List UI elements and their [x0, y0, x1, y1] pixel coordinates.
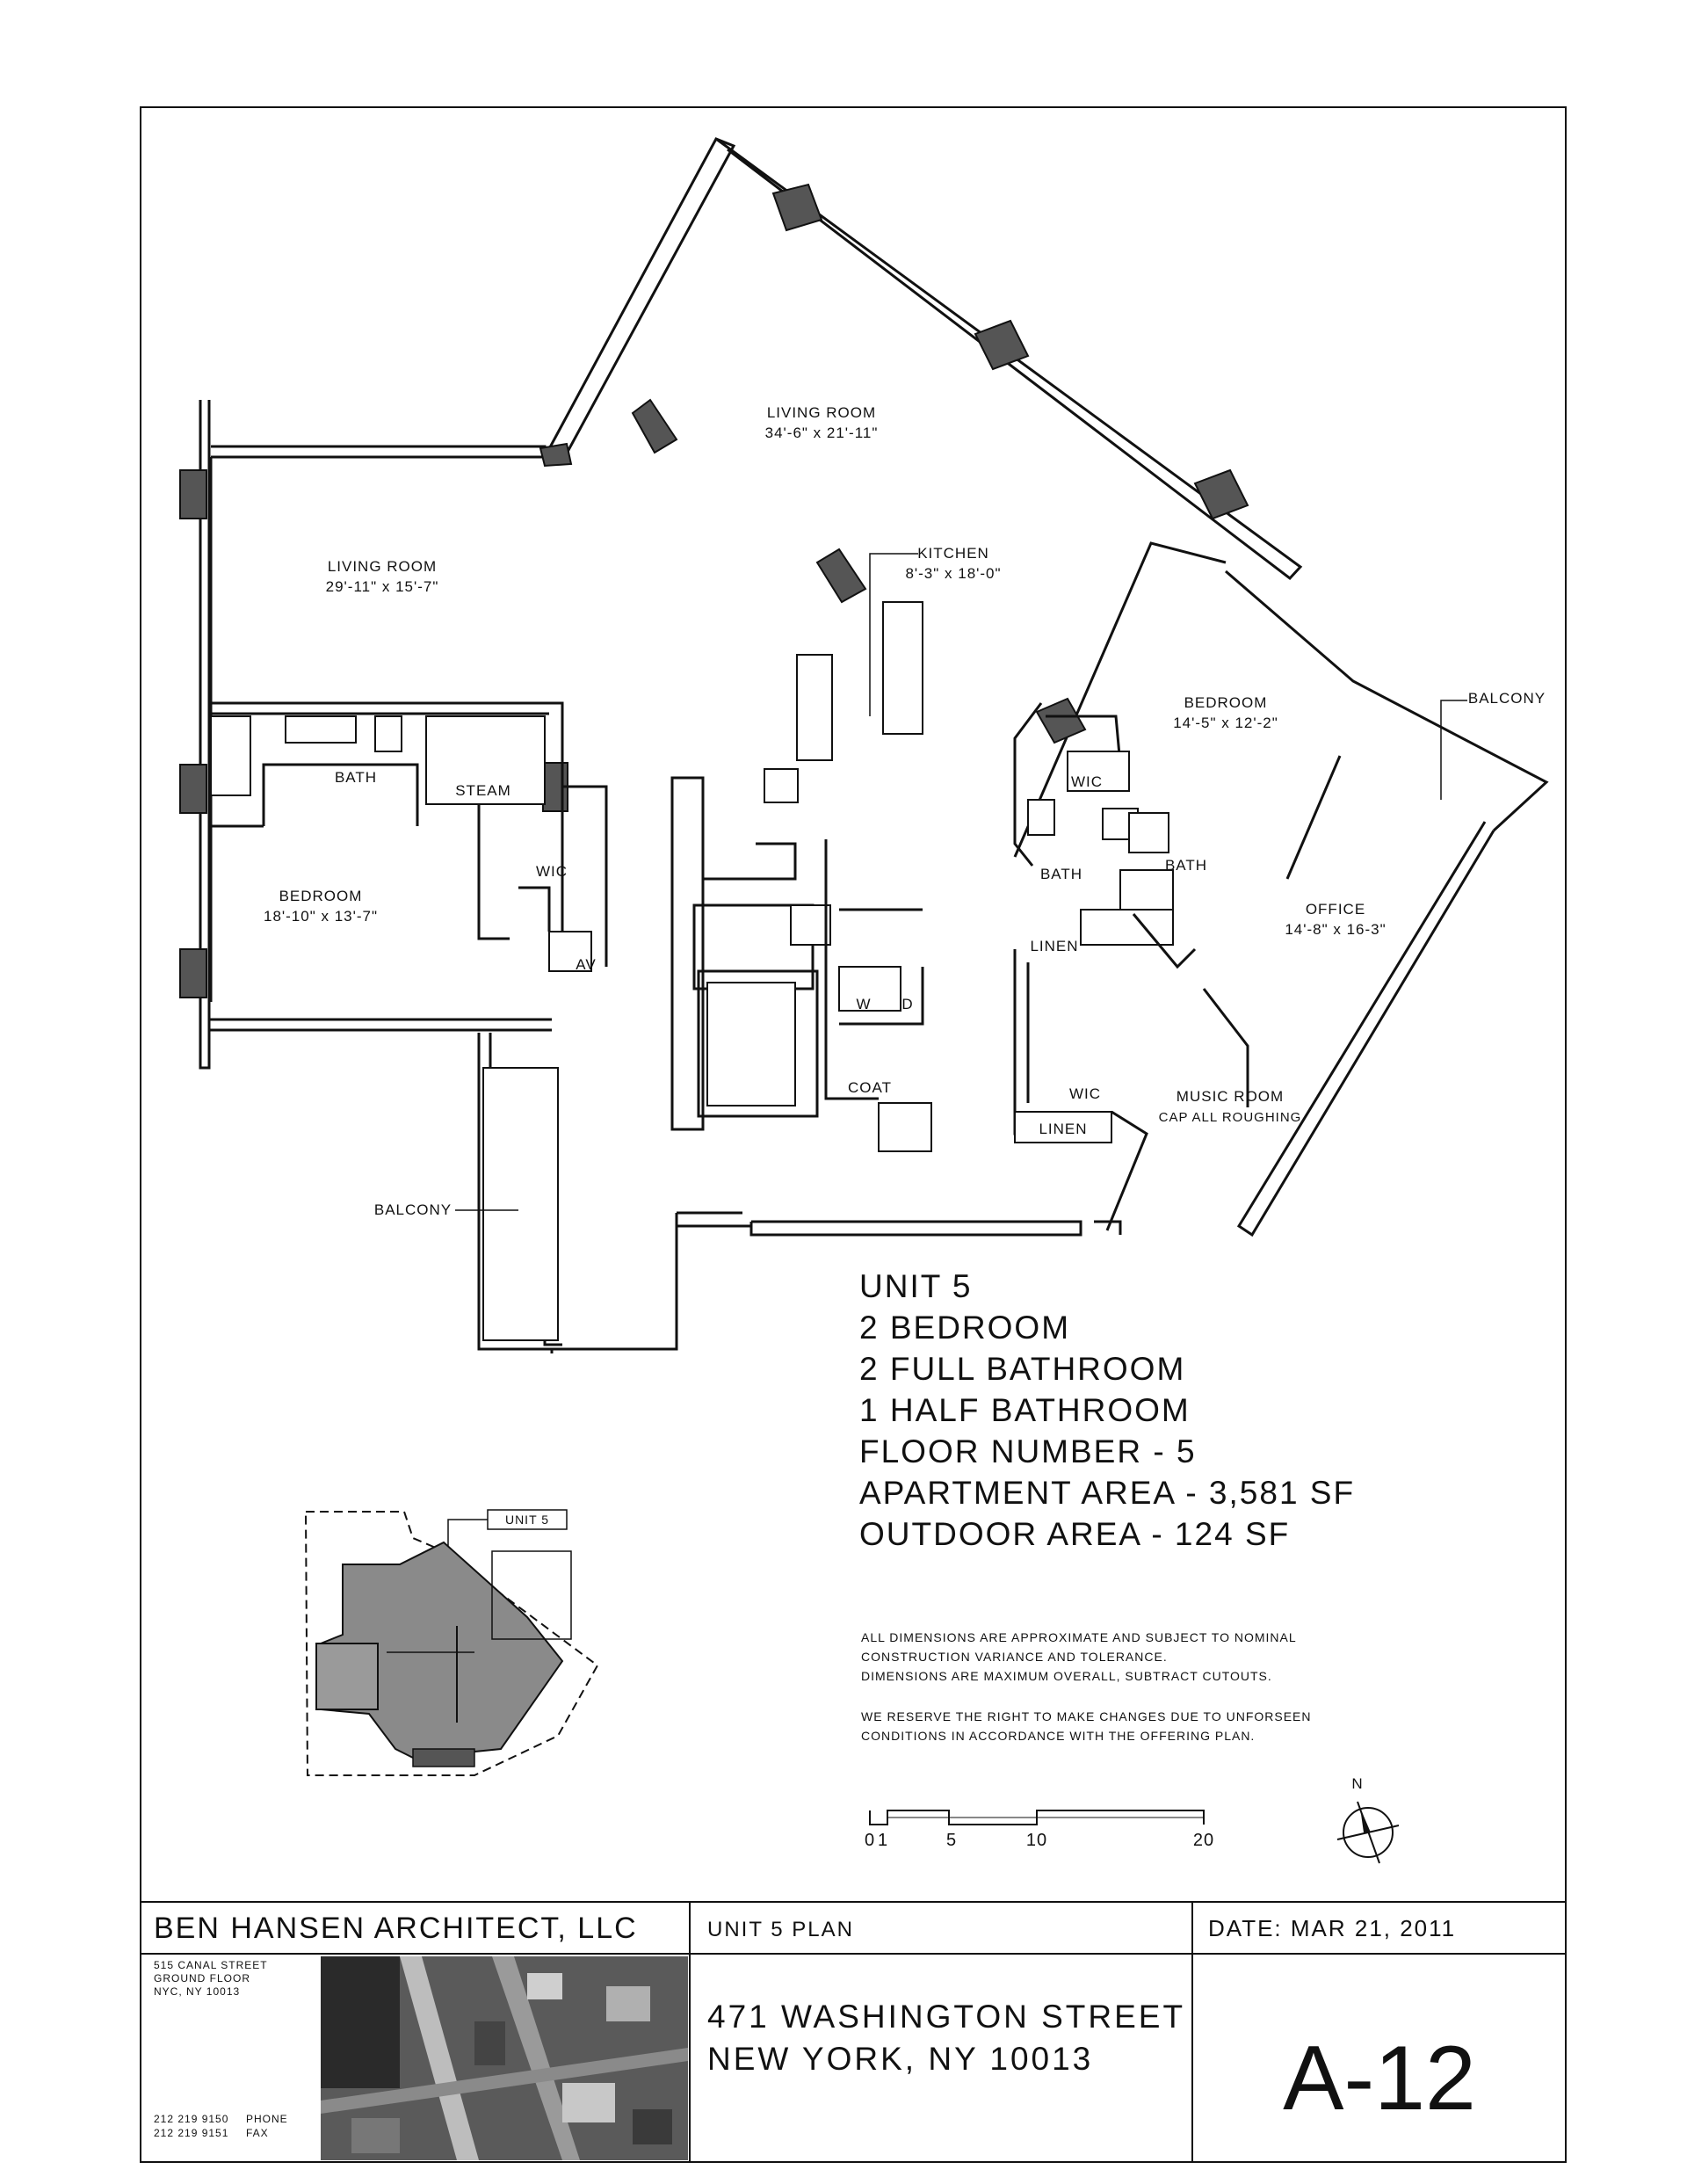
kitchen-label: KITCHEN: [917, 545, 989, 562]
column: [633, 400, 677, 453]
project-city: NEW YORK, NY 10013: [707, 2041, 1094, 2077]
disclaimer-line: ALL DIMENSIONS ARE APPROXIMATE AND SUBJECT TO NOMINAL: [861, 1630, 1297, 1644]
living-room-main-label: LIVING ROOM: [766, 404, 877, 421]
bedroom-east-label: BEDROOM: [1184, 694, 1268, 711]
unit-info-line: 1 HALF BATHROOM: [859, 1392, 1191, 1428]
disclaimer-line: WE RESERVE THE RIGHT TO MAKE CHANGES DUE TO UNFORSEEN: [861, 1709, 1312, 1723]
unit-info-line: APARTMENT AREA - 3,581 SF: [859, 1475, 1356, 1511]
key-plan-label: UNIT 5: [504, 1513, 550, 1527]
firm-address-line: 515 CANAL STREET: [154, 1959, 268, 1971]
west-bedroom-block: [209, 703, 742, 1349]
unit-info: [859, 1268, 1355, 1552]
office-label: OFFICE: [1305, 901, 1366, 918]
core-block: [672, 602, 931, 1151]
wic-west-label: WIC: [535, 863, 568, 880]
disclaimer-line: DIMENSIONS ARE MAXIMUM OVERALL, SUBTRACT CUTOUTS.: [861, 1669, 1272, 1683]
north-label: N: [1351, 1775, 1364, 1792]
coat-label: COAT: [848, 1079, 892, 1096]
column: [180, 765, 206, 813]
music-room-label: MUSIC ROOM: [1176, 1088, 1285, 1105]
scale-label: 20: [1192, 1831, 1215, 1850]
aerial-photo: [321, 1956, 688, 2160]
kitchen-dim: 8'-3" x 18'-0": [905, 565, 1002, 582]
living-room-main-dim: 34'-6" x 21'-11": [764, 424, 879, 441]
bedroom-west-label: BEDROOM: [279, 888, 363, 904]
main-living-walls: [200, 139, 1546, 1235]
wic-east-top-label: WIC: [1070, 773, 1104, 790]
unit-info-line: FLOOR NUMBER - 5: [859, 1433, 1197, 1469]
dryer-label: D: [901, 996, 914, 1012]
balcony-west-label: BALCONY: [373, 1201, 453, 1218]
linen-2-label: LINEN: [1039, 1121, 1088, 1137]
project-street: 471 WASHINGTON STREET: [707, 1999, 1186, 2035]
unit-info-line: UNIT 5: [859, 1268, 973, 1304]
column: [817, 549, 865, 602]
column: [180, 470, 206, 519]
office-dim: 14'-8" x 16-3": [1285, 921, 1387, 938]
firm-name: BEN HANSEN ARCHITECT, LLC: [154, 1912, 638, 1945]
firm-fax: 212 219 9151: [154, 2127, 229, 2139]
column: [773, 185, 822, 230]
title-block: [141, 1902, 1566, 2162]
bedroom-east-dim: 14'-5" x 12'-2": [1173, 715, 1278, 731]
scale-label: 5: [945, 1831, 958, 1850]
disclaimer-line: CONSTRUCTION VARIANCE AND TOLERANCE.: [861, 1650, 1168, 1664]
sheet-title: UNIT 5 PLAN: [707, 1918, 854, 1941]
balcony-east-label: BALCONY: [1467, 690, 1546, 707]
column: [1037, 699, 1085, 743]
key-plan: [306, 1510, 597, 1775]
washer-label: W: [856, 996, 872, 1012]
scale-bar: [865, 1810, 1214, 1850]
bath-west-label: BATH: [334, 769, 378, 786]
unit-info-line: OUTDOOR AREA - 124 SF: [859, 1516, 1291, 1552]
unit-info-line: 2 BEDROOM: [859, 1310, 1071, 1346]
living-room-west-dim: 29'-11" x 15'-7": [325, 578, 439, 595]
firm-address-line: NYC, NY 10013: [154, 1985, 241, 1998]
wic-east-bottom-label: WIC: [1068, 1085, 1102, 1102]
firm-phone-label: PHONE: [246, 2113, 288, 2125]
scale-label: 10: [1025, 1831, 1048, 1850]
floor-plan: [180, 139, 1546, 1353]
firm-address-line: GROUND FLOOR: [154, 1972, 251, 1984]
room-labels: [264, 404, 1546, 1218]
bath-east-1-label: BATH: [1039, 866, 1083, 882]
balcony-east-leader: [1441, 700, 1467, 800]
scale-label: 1: [877, 1831, 889, 1850]
music-room-note: CAP ALL ROUGHING: [1158, 1110, 1302, 1125]
firm-fax-label: FAX: [246, 2127, 269, 2139]
av-label: AV: [576, 956, 597, 973]
linen-1-label: LINEN: [1030, 938, 1079, 954]
steam-label: STEAM: [455, 782, 511, 799]
unit-info-line: 2 FULL BATHROOM: [859, 1351, 1186, 1387]
disclaimer-line: CONDITIONS IN ACCORDANCE WITH THE OFFERING PLAN.: [861, 1729, 1256, 1743]
firm-phone: 212 219 9150: [154, 2113, 229, 2125]
column: [180, 949, 206, 998]
scale-label: 0: [864, 1831, 876, 1850]
sheet-number: A-12: [1283, 2028, 1476, 2130]
living-room-west-label: LIVING ROOM: [327, 558, 438, 575]
bedroom-west-dim: 18'-10" x 13'-7": [263, 908, 379, 925]
bath-east-2-label: BATH: [1164, 857, 1208, 874]
column: [540, 444, 571, 466]
disclaimer: [861, 1630, 1312, 1743]
north-arrow-icon: [1337, 1775, 1399, 1863]
sheet-date: DATE: MAR 21, 2011: [1208, 1915, 1457, 1941]
